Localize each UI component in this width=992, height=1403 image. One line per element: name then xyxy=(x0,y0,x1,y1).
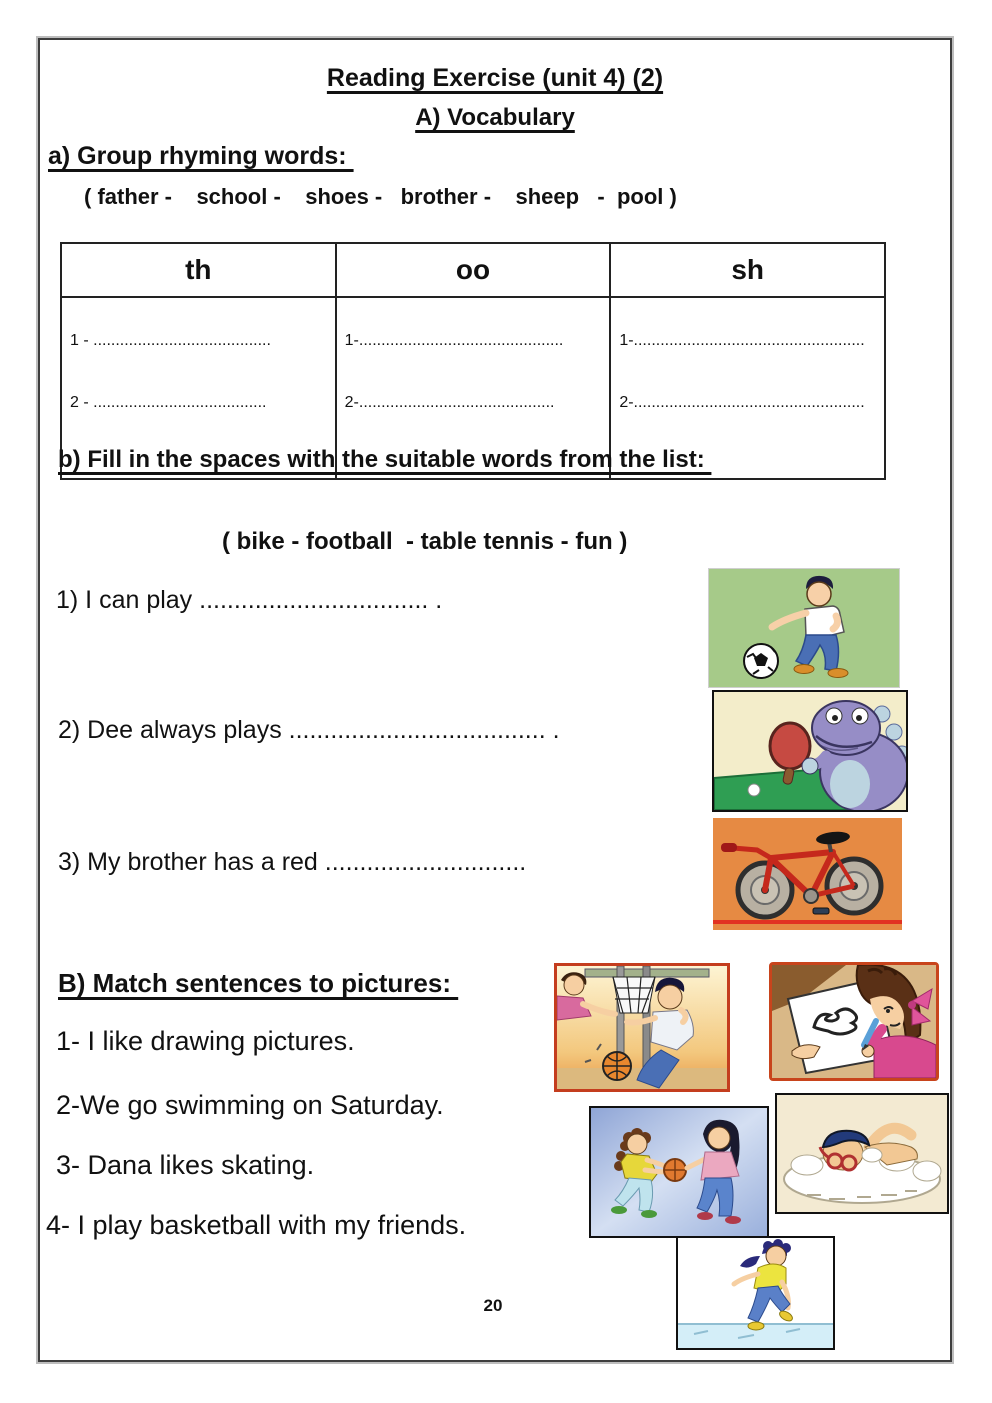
heading-group-rhyming-words: a) Group rhyming words: xyxy=(48,142,354,170)
word-bank-rhyming: ( father - school - shoes - brother - sheep - pool ) xyxy=(84,184,677,209)
drawing-image xyxy=(772,965,936,1078)
table-header-th: th xyxy=(61,243,336,297)
match-sentence-3[interactable]: 3- Dana likes skating. xyxy=(56,1150,315,1180)
blank-line[interactable]: 1-.................................................... xyxy=(619,332,865,349)
basketball-ball-icon xyxy=(603,1052,631,1080)
heading-match-sentences: B) Match sentences to pictures: xyxy=(58,968,459,998)
rhyming-words-table xyxy=(60,242,886,480)
blank-line[interactable]: 2 - ....................................... xyxy=(70,394,267,411)
bicycle-picture xyxy=(713,818,902,930)
section-vocabulary-title: A) Vocabulary xyxy=(415,104,575,131)
table-tennis-picture xyxy=(712,690,908,812)
blank-line[interactable]: 1 - ........................................ xyxy=(70,332,271,349)
ball-icon xyxy=(664,1159,686,1181)
table-header-sh: sh xyxy=(610,243,885,297)
blank-line[interactable]: 2-.................................................... xyxy=(619,394,865,411)
match-sentence-1[interactable]: 1- I like drawing pictures. xyxy=(56,1026,355,1056)
swimming-image xyxy=(777,1095,947,1212)
table-header-oo: oo xyxy=(336,243,611,297)
page-title: Reading Exercise (unit 4) (2) xyxy=(326,64,664,92)
swimming-picture[interactable] xyxy=(775,1093,949,1214)
football-picture xyxy=(708,568,900,688)
football-image xyxy=(709,569,899,687)
skating-image xyxy=(678,1238,833,1348)
basketball-picture[interactable] xyxy=(554,963,730,1092)
blank-line[interactable]: 2-............................................ xyxy=(344,394,555,411)
girls-ball-picture[interactable] xyxy=(589,1106,769,1238)
soccer-ball-icon xyxy=(744,644,778,678)
word-bank-fill: ( bike - football - table tennis - fun ) xyxy=(222,528,628,555)
girls-ball-image xyxy=(591,1108,767,1236)
match-sentence-4[interactable]: 4- I play basketball with my friends. xyxy=(46,1210,467,1240)
basket-net-icon xyxy=(613,977,655,1013)
match-sentence-2[interactable]: 2-We go swimming on Saturday. xyxy=(56,1090,444,1120)
fill-item-3[interactable]: 3) My brother has a red ............................. xyxy=(58,848,527,876)
heading-fill-in-spaces: b) Fill in the spaces with the suitable words from the list: xyxy=(58,446,712,473)
basketball-image xyxy=(557,966,727,1089)
table-tennis-image xyxy=(714,692,906,810)
bicycle-image xyxy=(713,818,902,930)
fill-item-1[interactable]: 1) I can play ................................. . xyxy=(56,586,443,614)
page-frame xyxy=(38,38,952,1362)
table-header-row xyxy=(61,243,885,297)
blank-line[interactable]: 1-.............................................. xyxy=(344,332,564,349)
fill-item-2[interactable]: 2) Dee always plays ..................................... . xyxy=(58,716,560,744)
drawing-picture[interactable] xyxy=(769,962,939,1081)
skating-picture[interactable] xyxy=(676,1236,835,1350)
page-number: 20 xyxy=(483,1296,503,1315)
